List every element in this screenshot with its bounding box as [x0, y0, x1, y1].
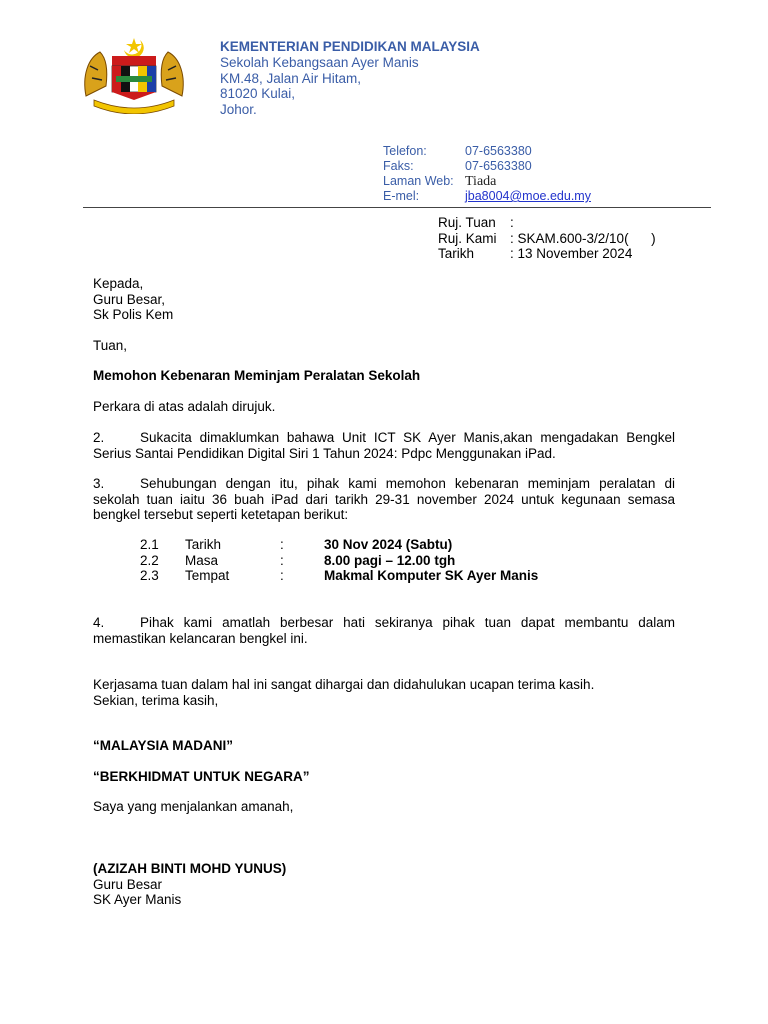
subject: Memohon Kebenaran Meminjam Peralatan Sekolah: [93, 368, 421, 383]
reference-row: [438, 215, 656, 231]
recipient: [93, 276, 675, 323]
contact-row-fax: [383, 159, 591, 174]
reference-label: Ruj. Kami: [438, 230, 497, 246]
detail-row: [140, 537, 538, 553]
signatory-name: (AZIZAH BINTI MOHD YUNUS): [93, 861, 287, 876]
intro: Perkara di atas adalah dirujuk.: [93, 399, 276, 414]
detail-colon: :: [280, 552, 284, 568]
detail-number: 2.1: [140, 537, 159, 552]
closing: [93, 677, 675, 708]
detail-colon: :: [280, 537, 284, 552]
school-name: Sekolah Kebangsaan Ayer Manis: [220, 55, 419, 70]
paragraph-number: 4.: [93, 615, 105, 630]
detail-label: Masa: [185, 552, 219, 568]
paragraph-3: [93, 476, 675, 523]
contact-row-email: [383, 189, 591, 204]
signatory-title: Guru Besar: [93, 876, 163, 892]
contact-value: 07-6563380: [465, 144, 532, 158]
header-divider: [83, 207, 711, 208]
detail-row: [140, 568, 538, 584]
recipient-line: Sk Polis Kem: [93, 307, 174, 322]
detail-label: Tarikh: [185, 537, 222, 552]
contact-row-phone: [383, 144, 591, 159]
contact-label: Laman Web:: [383, 174, 454, 188]
letterhead: [220, 38, 480, 117]
contact-label: Faks:: [383, 159, 414, 173]
detail-number: 2.2: [140, 552, 159, 568]
address-postcode: 81020 Kulai,: [220, 86, 296, 101]
paragraph-text: Sehubungan dengan itu, pihak kami memohon kebenaran meminjam peralatan di sekolah tuan iaitu 36 buah iPad dari tarikh 29-31 november 2024 untuk kegunaan semasa bengkel tersebut seperti ketetapan berikut:: [93, 476, 675, 522]
email-link[interactable]: jba8004@moe.edu.my: [465, 189, 591, 203]
contact-info: [383, 144, 591, 204]
reference-row: [438, 246, 656, 262]
reference-value: :: [510, 215, 514, 230]
detail-number: 2.3: [140, 568, 159, 583]
closing-line: Sekian, terima kasih,: [93, 692, 219, 708]
contact-value: Tiada: [465, 174, 497, 189]
ministry-name: KEMENTERIAN PENDIDIKAN MALAYSIA: [220, 39, 480, 54]
coat-of-arms-icon: [80, 36, 188, 114]
slogan-malaysia-madani: “MALAYSIA MADANI”: [93, 738, 234, 753]
paragraph-text: Sukacita dimaklumkan bahawa Unit ICT SK Ayer Manis,akan mengadakan Bengkel Serius Santai Pendidikan Digital Siri 1 Tahun 2024: Pdpc Menggunakan iPad.: [93, 430, 675, 461]
paragraph-number: 3.: [93, 476, 105, 491]
detail-value: 30 Nov 2024 (Sabtu): [324, 537, 453, 552]
contact-label: E-mel:: [383, 189, 420, 203]
salutation: Tuan,: [93, 338, 128, 353]
address-state: Johor.: [220, 101, 257, 117]
reference-label: Ruj. Tuan: [438, 215, 496, 230]
reference-row: [438, 231, 656, 247]
detail-colon: :: [280, 568, 284, 583]
recipient-line: Kepada,: [93, 276, 144, 291]
paragraph-4: [93, 615, 675, 646]
reference-block: [438, 215, 656, 262]
contact-label: Telefon:: [383, 144, 427, 158]
recipient-line: Guru Besar,: [93, 291, 166, 307]
paragraph-number: 2.: [93, 430, 105, 445]
detail-label: Tempat: [185, 568, 230, 583]
contact-value: 07-6563380: [465, 159, 532, 173]
signatory-school: SK Ayer Manis: [93, 892, 182, 907]
slogan-berkhidmat: “BERKHIDMAT UNTUK NEGARA”: [93, 769, 310, 784]
event-details: [140, 537, 538, 584]
signature-block: [93, 861, 675, 908]
contact-row-website: [383, 174, 591, 189]
reference-label: Tarikh: [438, 246, 475, 261]
closing-line: Kerjasama tuan dalam hal ini sangat dihargai dan didahulukan ucapan terima kasih.: [93, 677, 595, 692]
detail-value: Makmal Komputer SK Ayer Manis: [324, 568, 539, 583]
paragraph-2: [93, 430, 675, 461]
reference-value: : 13 November 2024: [510, 246, 633, 261]
trust-line: Saya yang menjalankan amanah,: [93, 799, 294, 814]
detail-row: [140, 553, 538, 569]
paragraph-text: Pihak kami amatlah berbesar hati sekiranya pihak tuan dapat membantu dalam memastikan kelancaran bengkel ini.: [93, 615, 675, 646]
address-street: KM.48, Jalan Air Hitam,: [220, 70, 362, 86]
reference-value: : SKAM.600-3/2/10( ): [510, 230, 656, 246]
detail-value: 8.00 pagi – 12.00 tgh: [324, 552, 456, 568]
